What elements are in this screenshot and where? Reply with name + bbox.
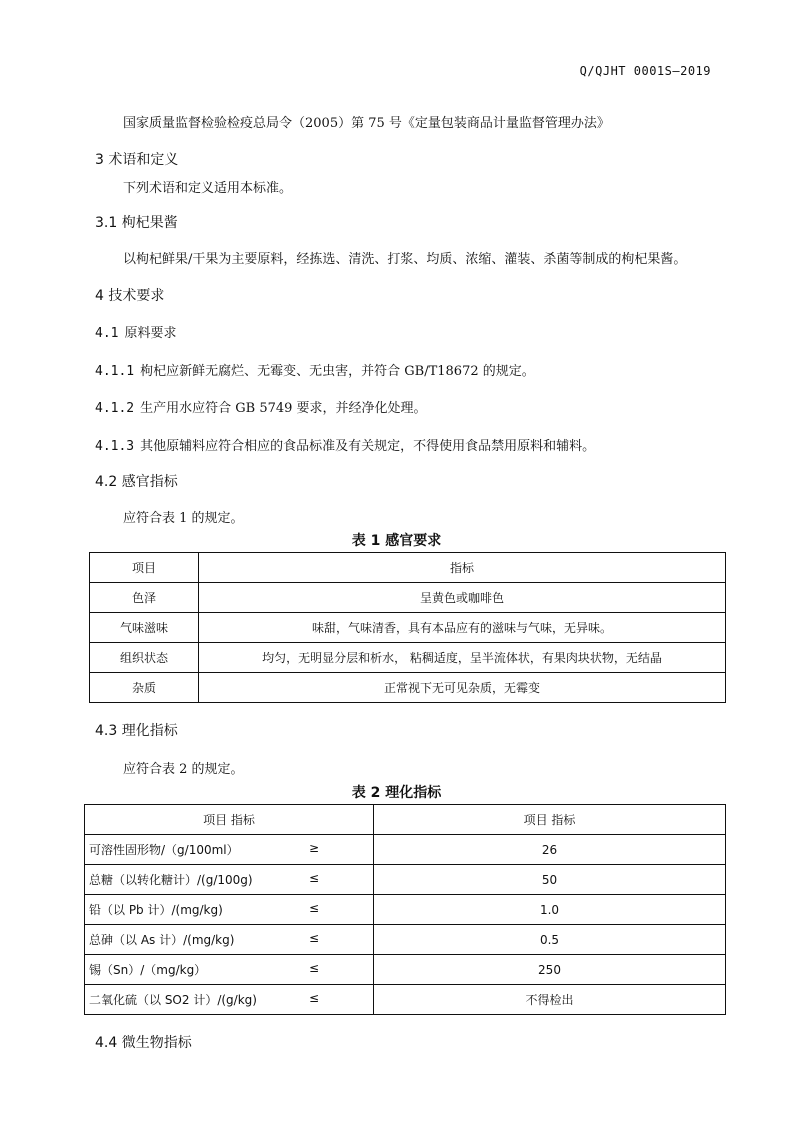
table-row [85,835,726,865]
table-row [85,925,726,955]
sensory-requirements-table [89,552,726,703]
item-cell: 气味滋味 [90,613,199,643]
item-label: 二氧化硫（以 SO2 计）/(g/kg) [89,993,257,1007]
section-4-2-title: 4.2 感官指标 [95,474,178,490]
section-4-1-3 [95,435,595,454]
item-cell: 色泽 [90,583,199,613]
item-cell [85,925,374,955]
item-cell: 杂质 [90,673,199,703]
table-row [85,985,726,1015]
item-label: 总砷（以 As 计）/(mg/kg) [89,933,235,947]
value-cell: 0.5 [374,925,726,955]
item-label: 可溶性固形物/（g/100ml） [89,843,239,857]
table-header-row [85,805,726,835]
item-label: 铅（以 Pb 计）/(mg/kg) [89,903,223,917]
comparison-symbol: ≤ [308,931,319,945]
value-cell: 味甜，气味清香，具有本品应有的滋味与气味，无异味。 [199,613,726,643]
comparison-symbol: ≤ [308,961,319,975]
section-3-1-text: 以枸杞鲜果/干果为主要原料，经拣选、清洗、打浆、均质、浓缩、灌装、杀菌等制成的枸杞果酱。 [123,252,687,267]
table-1-caption: 表 1 感官要求 [351,533,442,549]
section-4-3-text: 应符合表 2 的规定。 [123,762,244,777]
item-label: 锡（Sn）/（mg/kg） [89,963,207,977]
header-cell: 指标 [199,553,726,583]
item-label: 总糖（以转化糖计）/(g/100g) [89,873,253,887]
section-3-1-title: 3.1 枸杞果酱 [95,215,178,231]
document-code: Q/QJHT 0001S—2019 [579,64,711,78]
section-text: 生产用水应符合 GB 5749 要求，并经净化处理。 [140,401,427,416]
section-text: 枸杞应新鲜无腐烂、无霉变、无虫害，并符合 GB/T18672 的规定。 [140,364,535,379]
section-4-2-text: 应符合表 1 的规定。 [123,511,244,526]
table-row [85,865,726,895]
table-header-row [90,553,726,583]
header-cell: 项目 指标 [374,805,726,835]
table-row [90,643,726,673]
section-text: 其他原辅料应符合相应的食品标准及有关规定，不得使用食品禁用原料和辅料。 [140,439,596,454]
comparison-symbol: ≤ [308,871,319,885]
comparison-symbol: ≥ [308,841,319,855]
reference-line: 国家质量监督检验检疫总局令（2005）第 75 号《定量包装商品计量监督管理办法》 [123,116,610,131]
value-cell: 不得检出 [374,985,726,1015]
table-row [90,673,726,703]
section-text: 原料要求 [124,326,177,341]
item-cell [85,895,374,925]
physicochemical-table [84,804,726,1015]
value-cell: 均匀，无明显分层和析水， 粘稠适度，呈半流体状，有果肉块状物，无结晶 [199,643,726,673]
section-4-3-title: 4.3 理化指标 [95,723,178,739]
value-cell: 呈黄色或咖啡色 [199,583,726,613]
section-number: 4.1.3 [95,439,135,454]
header-cell: 项目 [90,553,199,583]
item-cell [85,955,374,985]
section-4-4-title: 4.4 微生物指标 [95,1035,192,1051]
item-cell [85,985,374,1015]
item-cell: 组织状态 [90,643,199,673]
section-number: 4.1.2 [95,401,135,416]
section-4-1 [95,322,177,341]
section-number: 4.1.1 [95,364,135,379]
table-row [85,955,726,985]
comparison-symbol: ≤ [308,991,319,1005]
section-3-text: 下列术语和定义适用本标准。 [123,181,293,196]
item-cell [85,835,374,865]
comparison-symbol: ≤ [308,901,319,915]
table-row [90,613,726,643]
section-3-title: 3 术语和定义 [95,152,179,168]
table-row [90,583,726,613]
value-cell: 正常视下无可见杂质，无霉变 [199,673,726,703]
table-row [85,895,726,925]
section-number: 4.1 [95,326,119,341]
value-cell: 26 [374,835,726,865]
section-4-title: 4 技术要求 [95,288,165,304]
value-cell: 50 [374,865,726,895]
section-4-1-2 [95,397,427,416]
value-cell: 250 [374,955,726,985]
header-cell: 项目 指标 [85,805,374,835]
table-2-caption: 表 2 理化指标 [351,785,442,801]
item-cell [85,865,374,895]
value-cell: 1.0 [374,895,726,925]
section-4-1-1 [95,360,535,379]
